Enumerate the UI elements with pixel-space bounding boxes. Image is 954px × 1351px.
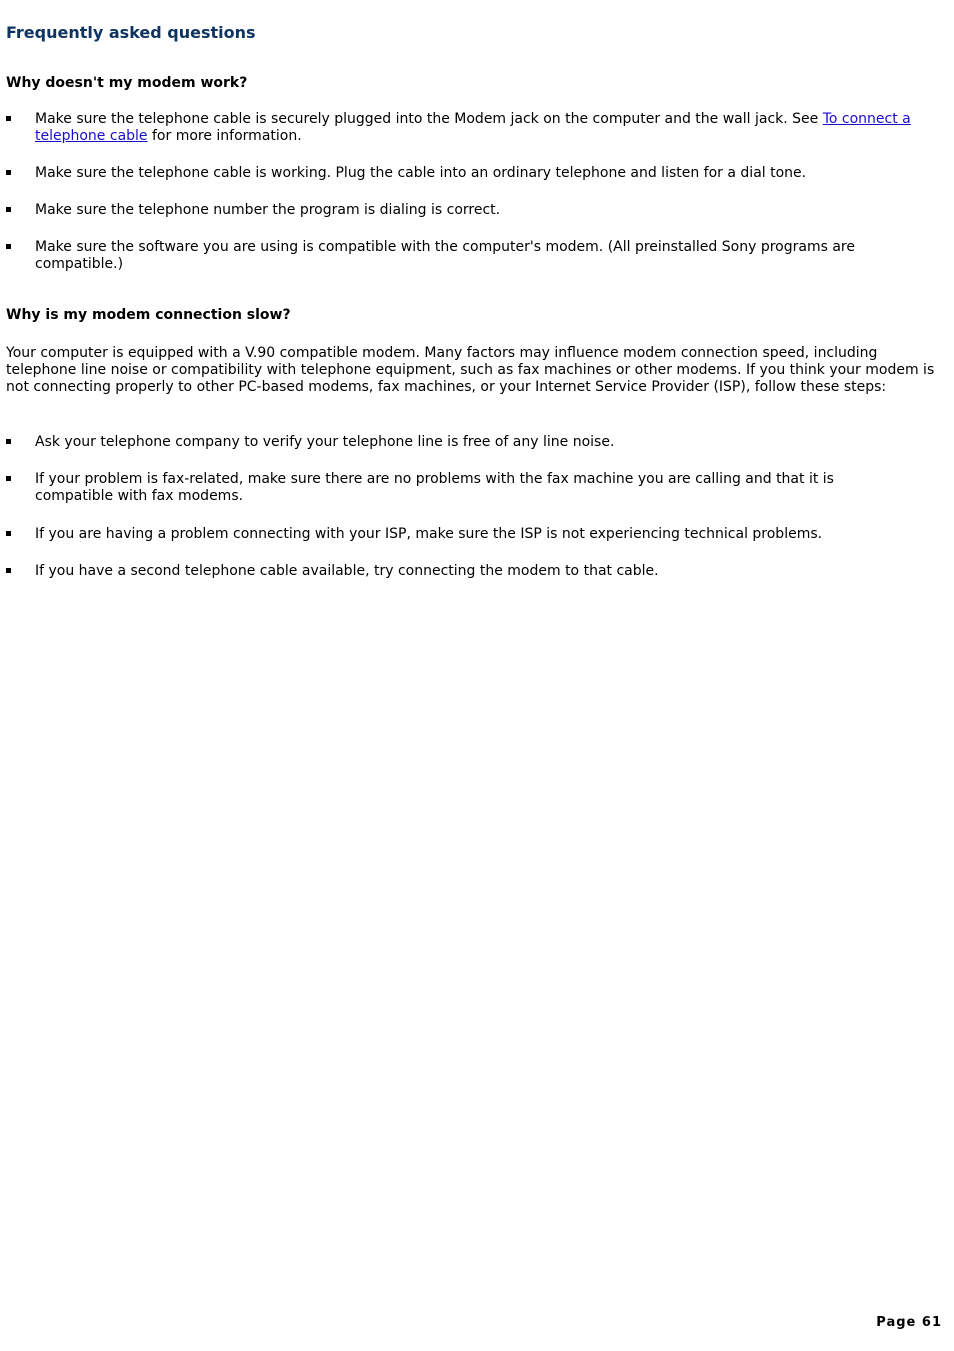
square-bullet-icon <box>6 207 11 212</box>
connect-telephone-cable-link[interactable]: To connect a telephone cable <box>35 111 911 144</box>
list-item <box>6 471 942 505</box>
page-title: Frequently asked questions <box>6 23 256 42</box>
list-item-text: Make sure the telephone number the program is dialing is correct. <box>35 202 501 218</box>
list-item <box>6 239 942 273</box>
list-item <box>6 202 942 219</box>
square-bullet-icon <box>6 116 11 121</box>
square-bullet-icon <box>6 531 11 536</box>
section-heading-modem-not-working: Why doesn't my modem work? <box>6 75 248 91</box>
square-bullet-icon <box>6 476 11 481</box>
list-item <box>6 563 942 580</box>
list-item-text: Make sure the software you are using is compatible with the computer's modem. (All preinstalled Sony programs are compatible.) <box>35 239 855 272</box>
square-bullet-icon <box>6 568 11 573</box>
list-item-text: If your problem is fax-related, make sure there are no problems with the fax machine you are calling and that it is compatible with fax modems. <box>35 471 834 504</box>
section-heading-modem-slow: Why is my modem connection slow? <box>6 307 291 323</box>
list-item <box>6 111 942 145</box>
list-item-text: If you have a second telephone cable available, try connecting the modem to that cable. <box>35 563 659 579</box>
list-item-text: Ask your telephone company to verify your telephone line is free of any line noise. <box>35 434 615 450</box>
page-number: Page 61 <box>876 1315 942 1330</box>
list-item-text: If you are having a problem connecting with your ISP, make sure the ISP is not experiencing technical problems. <box>35 526 823 542</box>
intro-paragraph: Your computer is equipped with a V.90 compatible modem. Many factors may influence modem connection speed, including telephone line noise or compatibility with telephone equipment, such as fax machines or other modems. If you think your modem is not connecting properly to other PC-based modems, fax machines, or your Internet Service Provider (ISP), follow these steps: <box>6 345 935 395</box>
list-item <box>6 526 942 543</box>
list-item <box>6 434 942 451</box>
square-bullet-icon <box>6 439 11 444</box>
list-item <box>6 165 942 182</box>
list-item-text: Make sure the telephone cable is securely plugged into the Modem jack on the computer and the wall jack. See To connect a telephone cable for more information. <box>35 111 911 144</box>
list-item-text: Make sure the telephone cable is working. Plug the cable into an ordinary telephone and listen for a dial tone. <box>35 165 807 181</box>
square-bullet-icon <box>6 170 11 175</box>
square-bullet-icon <box>6 244 11 249</box>
